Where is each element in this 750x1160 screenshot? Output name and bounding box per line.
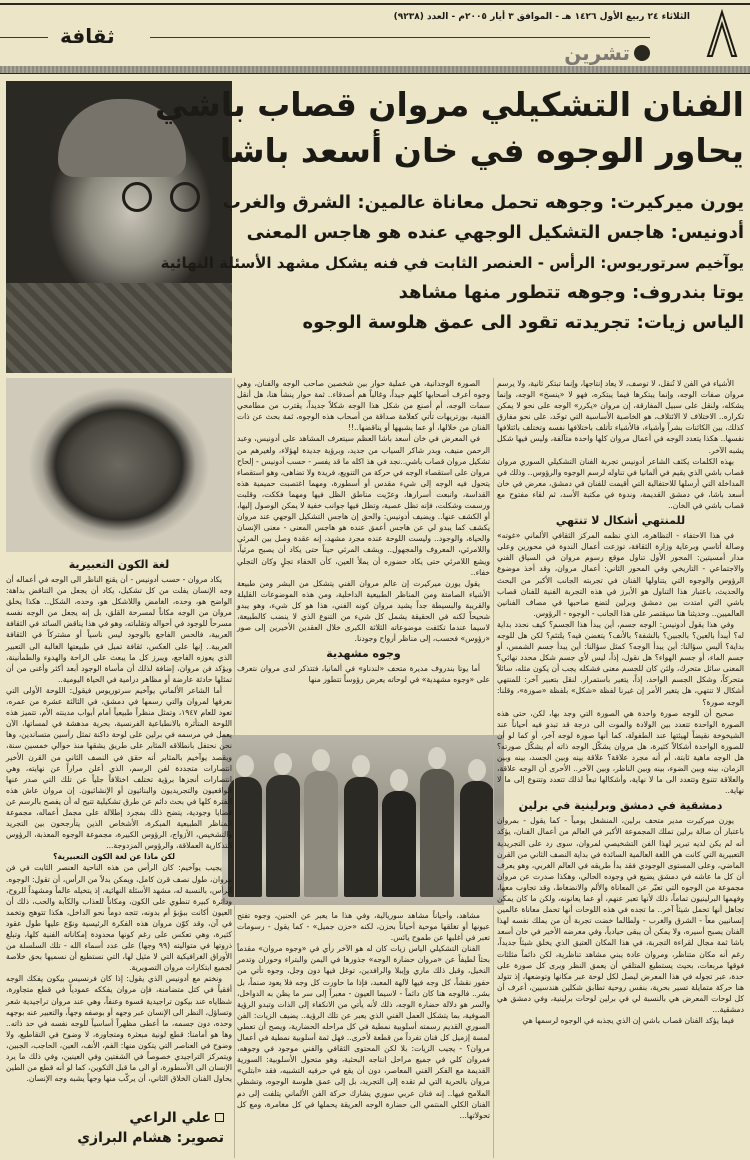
paragraph: يورن ميركيرت مدير متحف برلين، المنشغل يومياً - كما يقول - بمروان باعتبار أن صالة برلين تملك المجموعة الأكبر في العالم من أعمال الفنان، يؤكد أنه لم يكن لديه تبرير لهذا الفن التشخيصي لمروان، سوى رد على التجريدية التعبيرية التي كانت هي اللغة العالمية السائدة في بداية النصف الثاني من القرن الماضي، وعلى المستوى الوجودي فقد بدأ طريقه في العالم الغربي، وهو يعرف أن كل ما عاشه في دمشق يضيع في وجوده الحالي، وهكذا صدرت عن مروان مجموعة من الوجوه التي تعبّر عن المعاناة والألم والانضغاط، وقد تجاوب معها، وفهمها البرلينيون تماماً، ذلك لأنها تعبر عنهم، أو عما يعانونه، ولكن ما كان يمكن تجاهل أنها تحمل شيئاً آخر.. ما تجده في هذه اللوحات أنها تحمل معاناة عالمين إنسانيين معاً - الشرق والغرب - ولطالما خضت تجربة أن من يملك نفسه لهذا الفنان يصبح أسيره، ولا يمكن أن يبقى حيادياً، وفي معرضه الأخير في خان أسعد باشا ثمة مجال لقراءة التجربة، في هذا المكان العتيق الذي يخلق شيئاً جديداً، رغم أنه مكان متناظر، ومروان عادة يبني مشاهد تناظرية، لكن دائماً مثلثات فوقها مربعات، بحيث يستطيع المتلقي أن يعمق النظر ويرى كل صورة على حدة، عبر تجوله في هذا المعرض ليصل لكل لوحة عبر مكانها وتوضعها، إذ تتولد هنا حركة متمايلة تسير بحرية، بنفس روحية تطابق شكلين هندسيين، أعرف أن كل لوحات المعرض هي بالنسبة لي في برلين لوحات برلينية، وفي دمشق هي دمشقية... <box>497 816 744 1014</box>
section-name: ثقافة <box>60 24 115 48</box>
square-bullet-icon <box>215 1113 224 1122</box>
glasses-right <box>170 182 200 212</box>
headline-line-1: الفنان التشكيلي مروان قصاب باشي <box>155 85 744 124</box>
subhead: أدونيس: هاجس التشكيل الوجهي عنده هو هاجس المعنى <box>246 222 744 243</box>
paragraph: في المعرض في خان أسعد باشا العظم سيتعرف المشاهد على أدونيس، وعبد الرحمن منيف، وبدر شاكر السياب من جديد، وبرؤية جديدة لهؤلاء، ولغيرهم من تشكيل مروان قصاب باشي..نجد في هذ اكله ما قد يفسر - حسب أدونيس - إلحاح مروان على استقصاء الوجه في حركة من التنويع، فريدة ولا تضاهى، وهو استقصاء يتحول فيه الوجه إلى شيء مقدس أو أسطورة، ومهما اغتصبت حميمية هذه القداسة، وانبعت أسرارها، وعرّيت مناطق الظل فيها ومهما فككت، وقلبت ورسمت وشكلت، فإنه تظل عصية، وتظل فيها جوانب خفية لا يمكن الوصول إليها، أو الكشف عنها.. ويضيف أدونيس: والحق إن هاجس التشكيل الوجهي عند مروان يكشف كما يبدو لي عن هاجس أعمق عنده هو هاجس المعنى - معنى الإنسان والحياة، والوجود.. وليست اللوحة عنده مجرد مشهد، إنه عقدة وصل بين المرئي واللامرئي، المعروف والمجهول.. ويشف المرئي حيناً حتى يكاد أن يصبح مرئياً، ويشع اللامرئي حتى يكاد حضوره أن يملأ العين، كأن الخفاء تجلٍ وكان التجلي خفاء.. <box>237 434 490 577</box>
byline <box>24 1108 224 1148</box>
paragraph: الأشياء في الفن لا تُنقل، لا توصف، لا يعاد إنتاجها، وإنما تبتكر ثانية، ولا يرسم مروان صفات الوجه، وإنما يبتكرها فيما يبتكره، فهو لا «ينسخ» الوجه، وإنما يشكله، ولنقل على سبيل المفارقة، إن مروان «يكرر» الوجه على نحو لا يمكن تكراره.. الاختلاف لا الائتلاف، هو الخاصية الأساسية التي توحّد، على نحو مفارق كذلك، بين الكائنات بشراً وأشياء، فالأشياء تأتلف باختلافها نفسه وتختلف بائتلافها نفسها.. هكذا يتعدد الوجه في أعمال مروان كلها واحدة متآلفة، وليس فيها شكل يشبه الآخر. <box>497 379 744 455</box>
section-rule-left <box>0 37 48 38</box>
photographer-credit: تصوير: هشام البرازي <box>77 1130 224 1146</box>
paragraph: يجيب يوآخيم: كان الرأس من هذه الناحية العنصر الثابت في فن مروان، طول نصف قرن كامل، ويمكن بدلاً من الرأس، أن تقول: الوجوه. الرأس، بالنسبة له، مشهد الأسئلة النهائية، إذ يتخيله عالماً ومشهداً للروح، ودائرة كبيرة تنطوي على الكون، ومكاناً للعذاب والكآبة والحب، ذلك أن العيون أكانت ببؤبؤ أم بدونه، تتجه دوماً نحو الداخل، هكذا تتوهج وتخمد في آن، وقد كوّن مروان هذه الفكرة الرئيسية ونوّع عليها طول عقود كثيرة، وهي تعكس على رغم كونها محدودة إمكاناته الفنية كلها، وتبلغ ذروتها في متواليته (٩٩ وجها) على عدد أسماء الله - تلك السلسلة من الأوراق الغرافيكية التي لا مثيل لها، التي نستطيع أن نسميها بحق خلاصة لجميع ابتكارات مروان التصويرية. <box>6 863 232 973</box>
person <box>304 771 338 897</box>
section-rule <box>150 37 650 38</box>
masthead-band <box>0 66 750 74</box>
paragraph: يقول يورن ميركيرت إن عالم مروان الفني يتشكل من البشر ومن طبيعة الأشياء الصامتة ومن المناظر الطبيعية الداخلية، ومن هذه الموضوعات القليلة والقريبة والبسيطة جداً يشيد مروان كونه الفني، هذا هو كل شيء، وهو يبدو شحيحاً لكنه في الحقيقة يشمل كل شيء من التنوع الذي لا ينضب كالطبيعة، لاسيما عندما تكثفت موضوعاته الثلاثة الكبرى خلال العقدين الأخيرين إلى صور «رؤوس» فحسب، إلى مناظر أرواح وجودنا. <box>237 578 490 644</box>
article-column-middle-bottom <box>237 910 490 1158</box>
section-heading: دمشقية في دمشق وبرلينية في برلين <box>518 799 723 813</box>
article-column-middle-top <box>237 378 490 730</box>
author-line <box>24 1108 224 1128</box>
paragraph: وفي هذا يقول أدونيس: الوجه جسم، أين يبدأ هذا الجسم؟ كيف نحدد بداية له؟ أيبدأ بالعين؟ بالجبين؟ بالشفة؟ بالأنف؟ يتغضن فيه؟ يلتئم؟ لكن هل للوجه بداية؟ أليس سؤالنا: أين يبدأ الوجه؟ كمثل سؤالنا: أين يبدأ جسم الشمس، أو جسم الماء، أو جسم الهواء؟ هل نقول، إذاً، ليس لأي جسم شكل محدد نهائي؟ المعنى سائل متحرك، ولئن كان للجسم معنى فشكله يجب أن يكون مثله، سائلاً متحركاً، وشكل الجسم الواحد، إذاً، يتغير باستمرار. لنقل بتعبير آخر: للمنتهي أشكال لا تنتهي، هل يتغير الأمر إن غيرنا لفظة «شكل» بلفظة «صورة»، وقلنا: الوجه صورة؟ <box>497 619 744 707</box>
headline <box>155 82 744 174</box>
page-number-icon <box>702 8 742 60</box>
subhead: يوآخيم سرتوريوس: الرأس - العنصر الثابت في فنه يشكل مشهد الأسئلة النهائية <box>160 254 744 272</box>
person <box>344 777 378 897</box>
paragraph: مشاهد، وأحياناً مشاهد سوريالية، وفي هذا ما يعبر عن الحنين، وجوه تفتح عيونها أو تغلقها موحية أحياناً بحزن، لكنه «حزن جميل» - كما يقول - رسومات تعبر في أغلبها عن طموح يائس. <box>237 911 490 943</box>
subhead: يوتا بندروف: وجوهه تتطور منها مشاهد <box>398 282 744 303</box>
paragraph: الصورة الوجدانية، هي عملية حوار بين شخصين صاحب الوجه والفنان، وهي وجوه أعرف أصحابها كلهم جيداً، وغالباً هم أصدقاء.. ثمة حوار ينشأ هنا، هل أنقل سمات الوجه، أم أصنع من شكل هذا الوجه شكلاً جديداً، يقترب من مطامحي الفنية، بورتريهات تأتي كعلامة صداقة من أصحاب هذه الوجوه، ثمة بحث عن ذات الفنان من خلالها، أو عما يشبهها أو يناقضها..!! <box>237 379 490 433</box>
person <box>460 781 494 897</box>
newspaper-logo <box>515 40 650 66</box>
article-column-right <box>497 378 744 1158</box>
subhead: الياس زيات: تجريدته تقود الى عمق هلوسة الوجوه <box>302 312 744 333</box>
section-heading: وجوه مشهدية <box>326 647 401 661</box>
paragraph: صحيح أن للوجه صورة واحدة هي الصورة التي وجد بها، لكن، حتى هذه الصورة الواحدة تتعدد بين الولادة والموت الى درجة قد تبدو فيه أحياناً عند الشيخوخة نقيضاً لهيئتها عند الطفولة، كما أنها صورة لوجه آخر، أو كما لو أن للصورة الواحدة أشكالاً كثيرة، هل مروان يشكّل الوجه ذاته أم يشكّل صورته؟ هل الوجه ماهية ثابتة، أم أنه مجرد علاقة؟ علاقة بينه وبين الجسد، بينه وبين الزمان، بينه وبين الضوء، بينه وبين الناظر، وبين الآخر.. الأحرى أن الوجه علاقة، والعلاقة تتنوع وتتعدد الى ما لا نهاية، وأشكالها تبعاً لذلك تتعدد وتتنوع إلى ما لا نهاية.. <box>497 708 744 796</box>
paragraph: الفنان التشكيلي الياس زيات كان له هو الآخر رأي في «وجوه مروان» مقدماً بحثاً لطيفاً عن «مروان حضارة الوجه» جذورها في اليمن والبتراء وحوران وتدمر النخيل، وقبل ذلك ماري وإيبلا والرافدين، توغل فيها دون وجل، وجوه تأتي من حفور نقشاً، كل وجه فيها لآلهة المعبد، فإذا ما حاورت كل وجه فلا يعود صنماً، بل بشر.. فالوجه هنا كان دائماً - لاسيما العيون - معبراً إلى سر ما يظن به الدواخل، والسر هو دلالة حضارة الوجه، ذلك لأنه يأتي من الانكفاء إلى الذات وتبدو الرؤية الصوفية، بما يتشكل العمل الفني الذي يعبر عن تلك الرؤية.. يضيف الزيات: الفن السوري القديم رسمته أسلوبية نمطية في كل مراحله الحضارية، ويصح أن تعطي لمسة إزميل كل فنان تفرداً من قطعة لأخرى.. فهل ثمة أسلوبية نمطية في أعمال مروان؟ - يجيب الزيات: بلا لكن المحتوى الثقافي والفني موجود في وجوهه، فمروان كلي في جميع مراحل انتاجه البحثية، وهو متحول الأسلوبية: السورية القديمة مع الفكر الفني المعاصر، دون أن يقع في حرفيه التشبيه، فقد «ابتلي» مروان بالحرية التي لم تقده إلى التجريد، بل إلى عمق هلوسة الوجوه، وتشظي الملامح فيها.. إنه فنان عربي سوري يشارك حركة الفن الألماني يتلفت إلى دم الفنان الكلي المنتمي الى حضارة الوجه العريقة يحملها في كل مغامرة، ومع كل تحولاتها... <box>237 944 490 1120</box>
logo-emblem-icon <box>634 45 650 61</box>
section-heading: لغة الكون التعبيرية <box>68 558 170 571</box>
column-divider <box>234 378 235 1158</box>
face-painting-photo <box>6 378 232 552</box>
glasses-left <box>122 182 152 212</box>
paragraph: أما يوتا بندروف مديرة متحف «لندناو» في ألمانيا، فتتذكر لدى مروان نتعرف على «وجوه مشهدية» في لوحاته يعرض رؤوساً تتطور منها <box>237 664 490 685</box>
headline-line-2: يحاور الوجوه في خان أسعد باشا <box>219 131 744 170</box>
paragraph: لكن ماذا عن لغة الكون التعبيرية؟ <box>53 852 175 862</box>
person <box>382 791 416 897</box>
person <box>420 769 454 897</box>
tweed-jacket <box>6 283 232 373</box>
author-name: علي الراعي <box>129 1110 211 1126</box>
paragraph: يكاد مروان - حسب أدونيس - أن يقنع الناظر الى الوجه في أعماله أن وجه الإنسان يفلت من كل تشكيل، يكاد أن يجعل من التناقض بداهة: الواضح هو، وحده، الغامض واللاشكل هو، وحده، الشكل.. هكذا يخلق مروان من الوجه مكاناً لمسرحة القلق، بل إنه يجعل من الوجه نفسه مسرحاً للوجود في أحواله وتقلباته، وهو في هذا يناقض السائد في الثقافة العربية، فالحس الفاجع بالوجود ليس ناسياً أو مشتركاً في الثقافة العربية.. إنها على العكس، ثقافة تميل في طبيعتها الغالبة الى التعبير الذي يعوزه الفاجع، ويبرز كل ما يبعث على الراحة والهدوء والطمأنينة، ويؤكد فن مروان، إضافة لذلك أن مأساة الوجود أبعد أكثر وأغنى من أن تمثلها حادثة عارضة أو مظاهر درامية في الحياة اليومية.. <box>6 575 232 684</box>
masthead <box>0 0 750 75</box>
top-rule <box>0 3 750 5</box>
newspaper-name: تشرين <box>564 41 630 65</box>
dateline: الثلاثاء ٢٤ ربيع الأول ١٤٢٦ هـ - الموافق ٣ أيار ٢٠٠٥م - العدد (٩٢٣٨) <box>393 12 690 22</box>
column-divider <box>493 378 494 1158</box>
paragraph: ونختم مع أدونيس الذي يقول: إذا كان فرنسيس بيكون يفكك الوجه أفقياً في كتل متضامنة، فإن مروان يفككه عمودياً في قطع متجاورة، شظاياه عند بيكون تراجيدية قسوة وعنفاً، وهي عند مروان تراجيدية شعر وتساؤل، النظر الى الإنسان عبر وجهه أو بوصفه وجهاً، والتعبير عنه بوجهه وحده، دون جسمه، ما أعطى مظهراً أساسياً للوجه نفسه في حد ذاته.. وها هو أمامنا: قطع لونية مبعثرة ومتجاورة، لا وضوح في التقاطيع، ولا وضوح في العناصر التي يتكون منها: الفم، الأنف، العين، الحاجب، الجبين، ويتمركز التراجيدي خصوصاً في الشفتين وفي العينين، وفي ذلك ما يرد الإنسان الى الأسطورة، أو الى ما قبل التكوين، كما لو أنه قطع من الطين يحاول الفنان الخلاق الثاني، أن يركّب منها وجهاً يشبه وجه الإنسان. <box>6 974 232 1084</box>
paragraph: في هذا الاحتفاء - التظاهرة، الذي نظمه المركز الثقافي الألماني «غوته» وصالة أتاسي وبرعاية وزارة الثقافة، توزعت أعمال الندوة في محورين وعلى مدار أمسيتين: المحور الأول تناول موقع رسوم مروان في السياق الفني والاجتماعي - التاريخي وفي المحور الثاني: أعمال مروان، وقد أخذ موضوع الرؤوس والوجوه التي يتناولها الفنان في تجربته الجانب الأكبر من البحث والحديث، باعتبار هذا التناول هو الأبرز في هذه التجربة الفنية للفنان قصاب باشي التي امتدت بين دمشق وبرلين لتضع صاحبها في مصاف الفنانين العالميين.. وحديثنا هنا سيقتصر على هذا الجانب - الوجوه - الرؤوس. <box>497 531 744 618</box>
paragraph: أما الشاعر الألماني يوآخيم سرتوريوس فيقول: اللوحة الأولى التي نعرفها لمروان والتي رسمها في دمشق، في الثالثة عشرة من عمره، تعود للعام ١٩٤٧، وتمثل منظراً طبيعياً أمام أبواب مدينته الأم، تتميز هذه اللوحة المتأثرة بالانطباعية الفرنسية، بحرية مدهشة في لمساتها، الآن يعمل في مرسمه في برلين على لوحة داكنة تمثل رأسين متساندين، وها نحن نحتفل بانطلاقه المثابر على طريق يشقها منذ حوالي خمسين سنة، ويقصد يوآخيم بالمثابر أنه حقق في النصف الثاني من القرن الأخير انتصارات متجددة لفن الرسم، الذي أعلن مراراً عن نهايته، وهي انتصارات أنجزها برؤية تختلف اختلافاً جلياً عن تلك التي صدر عنها الواقعيون والتجريديون والبنائيون أو الإنشائيون. إن مروان عاش هذه الفترة كلها في بحث دائم عن طرق تشكيلية تتيح له أن يفصح بالرسم عن قضايا وجودية، يتضح ذلك بمجرد إطلالة على مجمل أعماله، مجموعة المناظر الطبيعية المبكرة، الأشخاص الذين يتأرجحون بين التجريد والتشخيص، الأزواج، الرؤوس الكبيرة، مجموعة الوجوه المعذبة، الرؤوس التذكارية العملاقة، والرؤوس المزدوجة... <box>6 685 232 851</box>
group-photo <box>222 735 504 905</box>
article-column-left <box>6 555 232 1103</box>
subhead: يورن ميركيرت: وجوهه تحمل معاناة عالمين: الشرق والغرب <box>222 192 744 213</box>
paragraph: فيما يؤكد الفنان قصاب باشي إن الذي يجذبه في الوجوه لرسمها هي <box>522 1016 734 1026</box>
subheadlines <box>160 188 744 338</box>
section-heading: للمنتهي أشكال لا تنتهي <box>555 514 686 528</box>
person <box>266 775 300 897</box>
paragraph: بهذه الكلمات يكثف الشاعر أدونيس تجربة الفنان التشكيلي السوري مروان قصاب باشي الذي يقيم في ألمانيا في تناوله لرسم الوجوه والرؤوس.. وذلك في المداخلة التي أرسلها للاحتفالية التي أقيمت للفنان في دمشق، معرض في خان أسعد باشا، في دمشق القديمة، وندوة في مكتبة الأسد، ثم لقاء مفتوح مع قصاب باشي في الخان.. <box>497 456 744 511</box>
